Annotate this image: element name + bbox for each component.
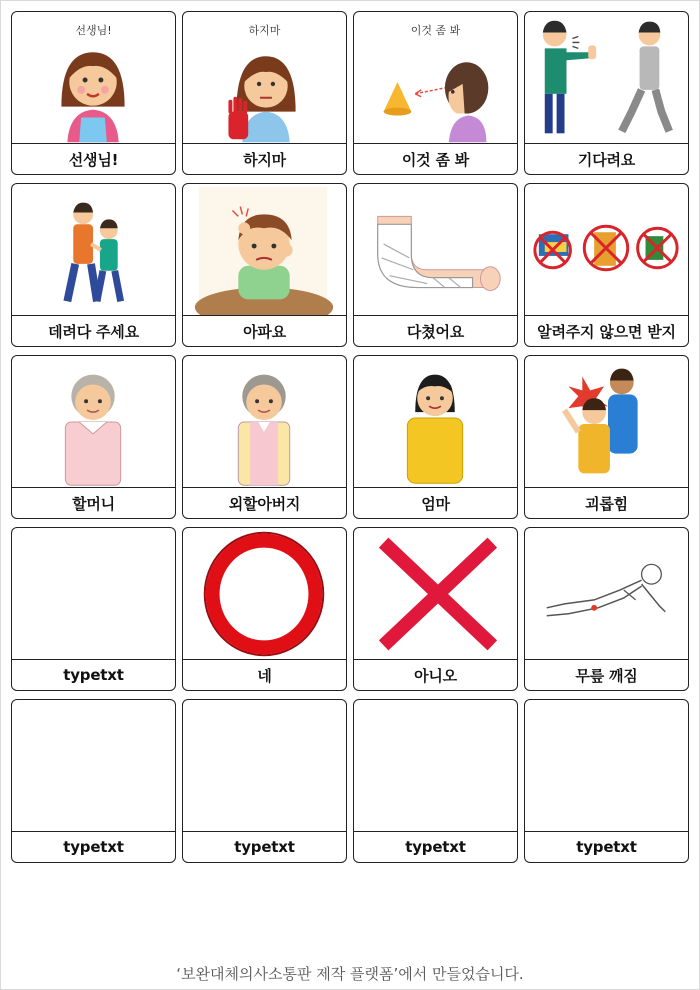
card-image xyxy=(12,700,175,832)
card-label: 아니오 xyxy=(414,666,457,685)
card-empty[interactable] xyxy=(524,699,689,863)
image-caption: 선생님! xyxy=(75,24,112,37)
card-empty[interactable] xyxy=(11,699,176,863)
image-caption: 하지마 xyxy=(248,24,281,37)
card-image xyxy=(354,184,517,316)
card-label: typetxt xyxy=(576,838,637,856)
card-image xyxy=(354,528,517,660)
card-take-me[interactable] xyxy=(11,183,176,347)
card-image xyxy=(183,528,346,660)
card-knee-injury[interactable] xyxy=(524,527,689,691)
card-label: typetxt xyxy=(405,838,466,856)
card-label: 네 xyxy=(257,666,272,685)
card-look[interactable] xyxy=(353,11,518,175)
walking-together-icon xyxy=(12,184,175,315)
prohibited-items-icon xyxy=(525,184,688,315)
card-image xyxy=(12,356,175,488)
card-label: 할머니 xyxy=(72,494,115,513)
card-label: typetxt xyxy=(63,838,124,856)
card-label: 알려주지 않으면 받지 xyxy=(537,322,676,341)
card-bullying[interactable] xyxy=(524,355,689,519)
aac-board-grid xyxy=(11,11,689,863)
card-grandmother[interactable] xyxy=(11,355,176,519)
card-wait[interactable] xyxy=(524,11,689,175)
card-image xyxy=(12,184,175,316)
card-image xyxy=(525,12,688,144)
card-label: 무릎 깨짐 xyxy=(575,666,638,685)
card-label: typetxt xyxy=(234,838,295,856)
card-image xyxy=(183,12,346,144)
grandfather-icon xyxy=(183,356,346,487)
image-caption: 이것 좀 봐 xyxy=(410,24,461,37)
sick-child-icon xyxy=(183,184,346,315)
yes-circle-icon xyxy=(183,528,346,659)
card-label: 선생님! xyxy=(68,150,119,169)
card-image xyxy=(354,700,517,832)
card-image xyxy=(183,700,346,832)
card-empty[interactable] xyxy=(11,527,176,691)
card-image xyxy=(525,700,688,832)
card-label: 기다려요 xyxy=(577,150,636,169)
grandmother-icon xyxy=(12,356,175,487)
card-image xyxy=(12,528,175,660)
card-image xyxy=(525,356,688,488)
card-label: typetxt xyxy=(63,666,124,684)
card-empty[interactable] xyxy=(182,699,347,863)
card-label: 괴롭힘 xyxy=(585,494,628,513)
card-dont-accept[interactable] xyxy=(524,183,689,347)
card-image xyxy=(183,356,346,488)
card-image xyxy=(354,356,517,488)
card-image xyxy=(525,528,688,660)
bandaged-arm-icon xyxy=(354,184,517,315)
card-mom[interactable] xyxy=(353,355,518,519)
card-hurts[interactable] xyxy=(182,183,347,347)
card-label: 데려다 주세요 xyxy=(48,322,139,341)
bullying-icon xyxy=(525,356,688,487)
card-grandfather[interactable] xyxy=(182,355,347,519)
footer-credit: ‘보완대체의사소통판 제작 플랫폼’에서 만들었습니다. xyxy=(176,965,524,983)
card-label: 외할아버지 xyxy=(228,494,301,513)
no-cross-icon xyxy=(354,528,517,659)
card-teacher[interactable] xyxy=(11,11,176,175)
knee-injury-icon xyxy=(525,528,688,659)
card-image xyxy=(183,184,346,316)
card-label: 아파요 xyxy=(243,322,286,341)
wait-gesture-icon xyxy=(525,12,688,143)
card-image xyxy=(12,12,175,144)
card-no[interactable] xyxy=(353,527,518,691)
card-stop[interactable] xyxy=(182,11,347,175)
card-image xyxy=(525,184,688,316)
card-empty[interactable] xyxy=(353,699,518,863)
card-image xyxy=(354,12,517,144)
card-label: 하지마 xyxy=(243,150,286,169)
card-injured[interactable] xyxy=(353,183,518,347)
mom-icon xyxy=(354,356,517,487)
card-label: 이것 좀 봐 xyxy=(401,150,470,169)
card-label: 엄마 xyxy=(421,494,450,513)
card-yes[interactable] xyxy=(182,527,347,691)
card-label: 다쳤어요 xyxy=(406,322,465,341)
